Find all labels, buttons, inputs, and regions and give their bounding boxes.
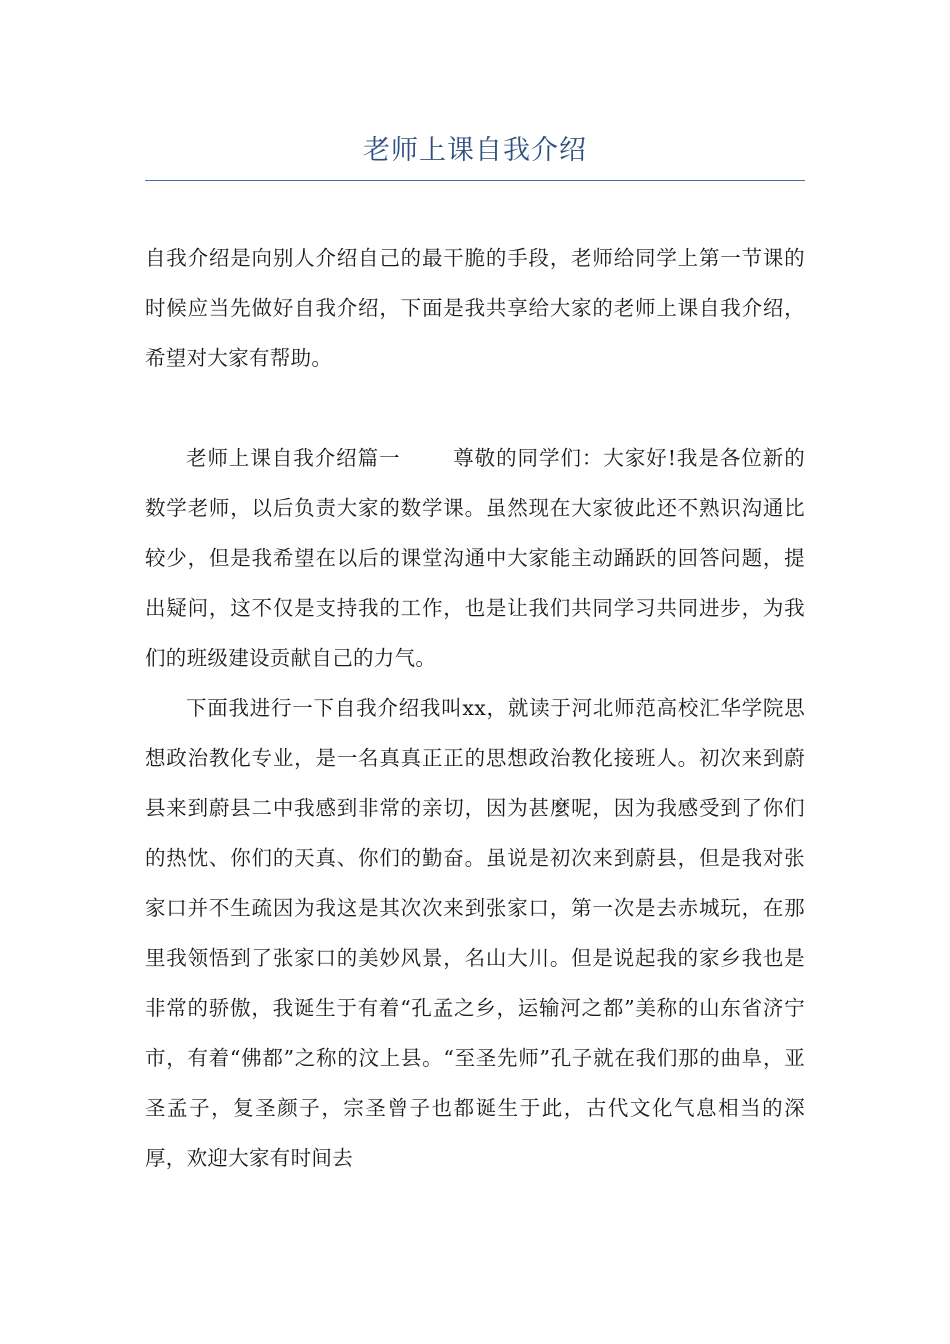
intro-paragraph: 自我介绍是向别人介绍自己的最干脆的手段，老师给同学上第一节课的时候应当先做好自我介绍，下面是我共享给大家的老师上课自我介绍，希望对大家有帮助。 <box>145 246 805 370</box>
page-title: 老师上课自我介绍 <box>363 135 587 166</box>
intro-block <box>145 233 805 383</box>
section-heading: 老师上课自我介绍篇一 <box>186 446 401 470</box>
section-paragraph-1 <box>145 433 805 683</box>
section-block <box>145 433 805 1183</box>
title-underline <box>145 180 805 181</box>
section-paragraph-2: 下面我进行一下自我介绍我叫xx，就读于河北师范高校汇华学院思想政治教化专业，是一名真真正正的思想政治教化接班人。初次来到蔚县来到蔚县二中我感到非常的亲切，因为甚麼呢，因为我感受到了你们的热忱、你们的天真、你们的勤奋。虽说是初次来到蔚县，但是我对张家口并不生疏因为我这是其次次来到张家口，第一次是去赤城玩，在那里我领悟到了张家口的美妙风景，名山大川。但是说起我的家乡我也是非常的骄傲，我诞生于有着“孔孟之乡，运输河之都”美称的山东省济宁市，有着“佛都”之称的汶上县。“至圣先师”孔子就在我们那的曲阜，亚圣孟子，复圣颜子，宗圣曾子也都诞生于此，古代文化气息相当的深厚，欢迎大家有时间去 <box>145 696 805 1170</box>
paragraph-1-text: 尊敬的同学们：大家好!我是各位新的数学老师，以后负责大家的数学课。虽然现在大家彼此还不熟识沟通比较少，但是我希望在以后的课堂沟通中大家能主动踊跃的回答问题，提出疑问，这不仅是支持我的工作，也是让我们共同学习共同进步，为我们的班级建设贡献自己的力气。 <box>145 446 806 670</box>
